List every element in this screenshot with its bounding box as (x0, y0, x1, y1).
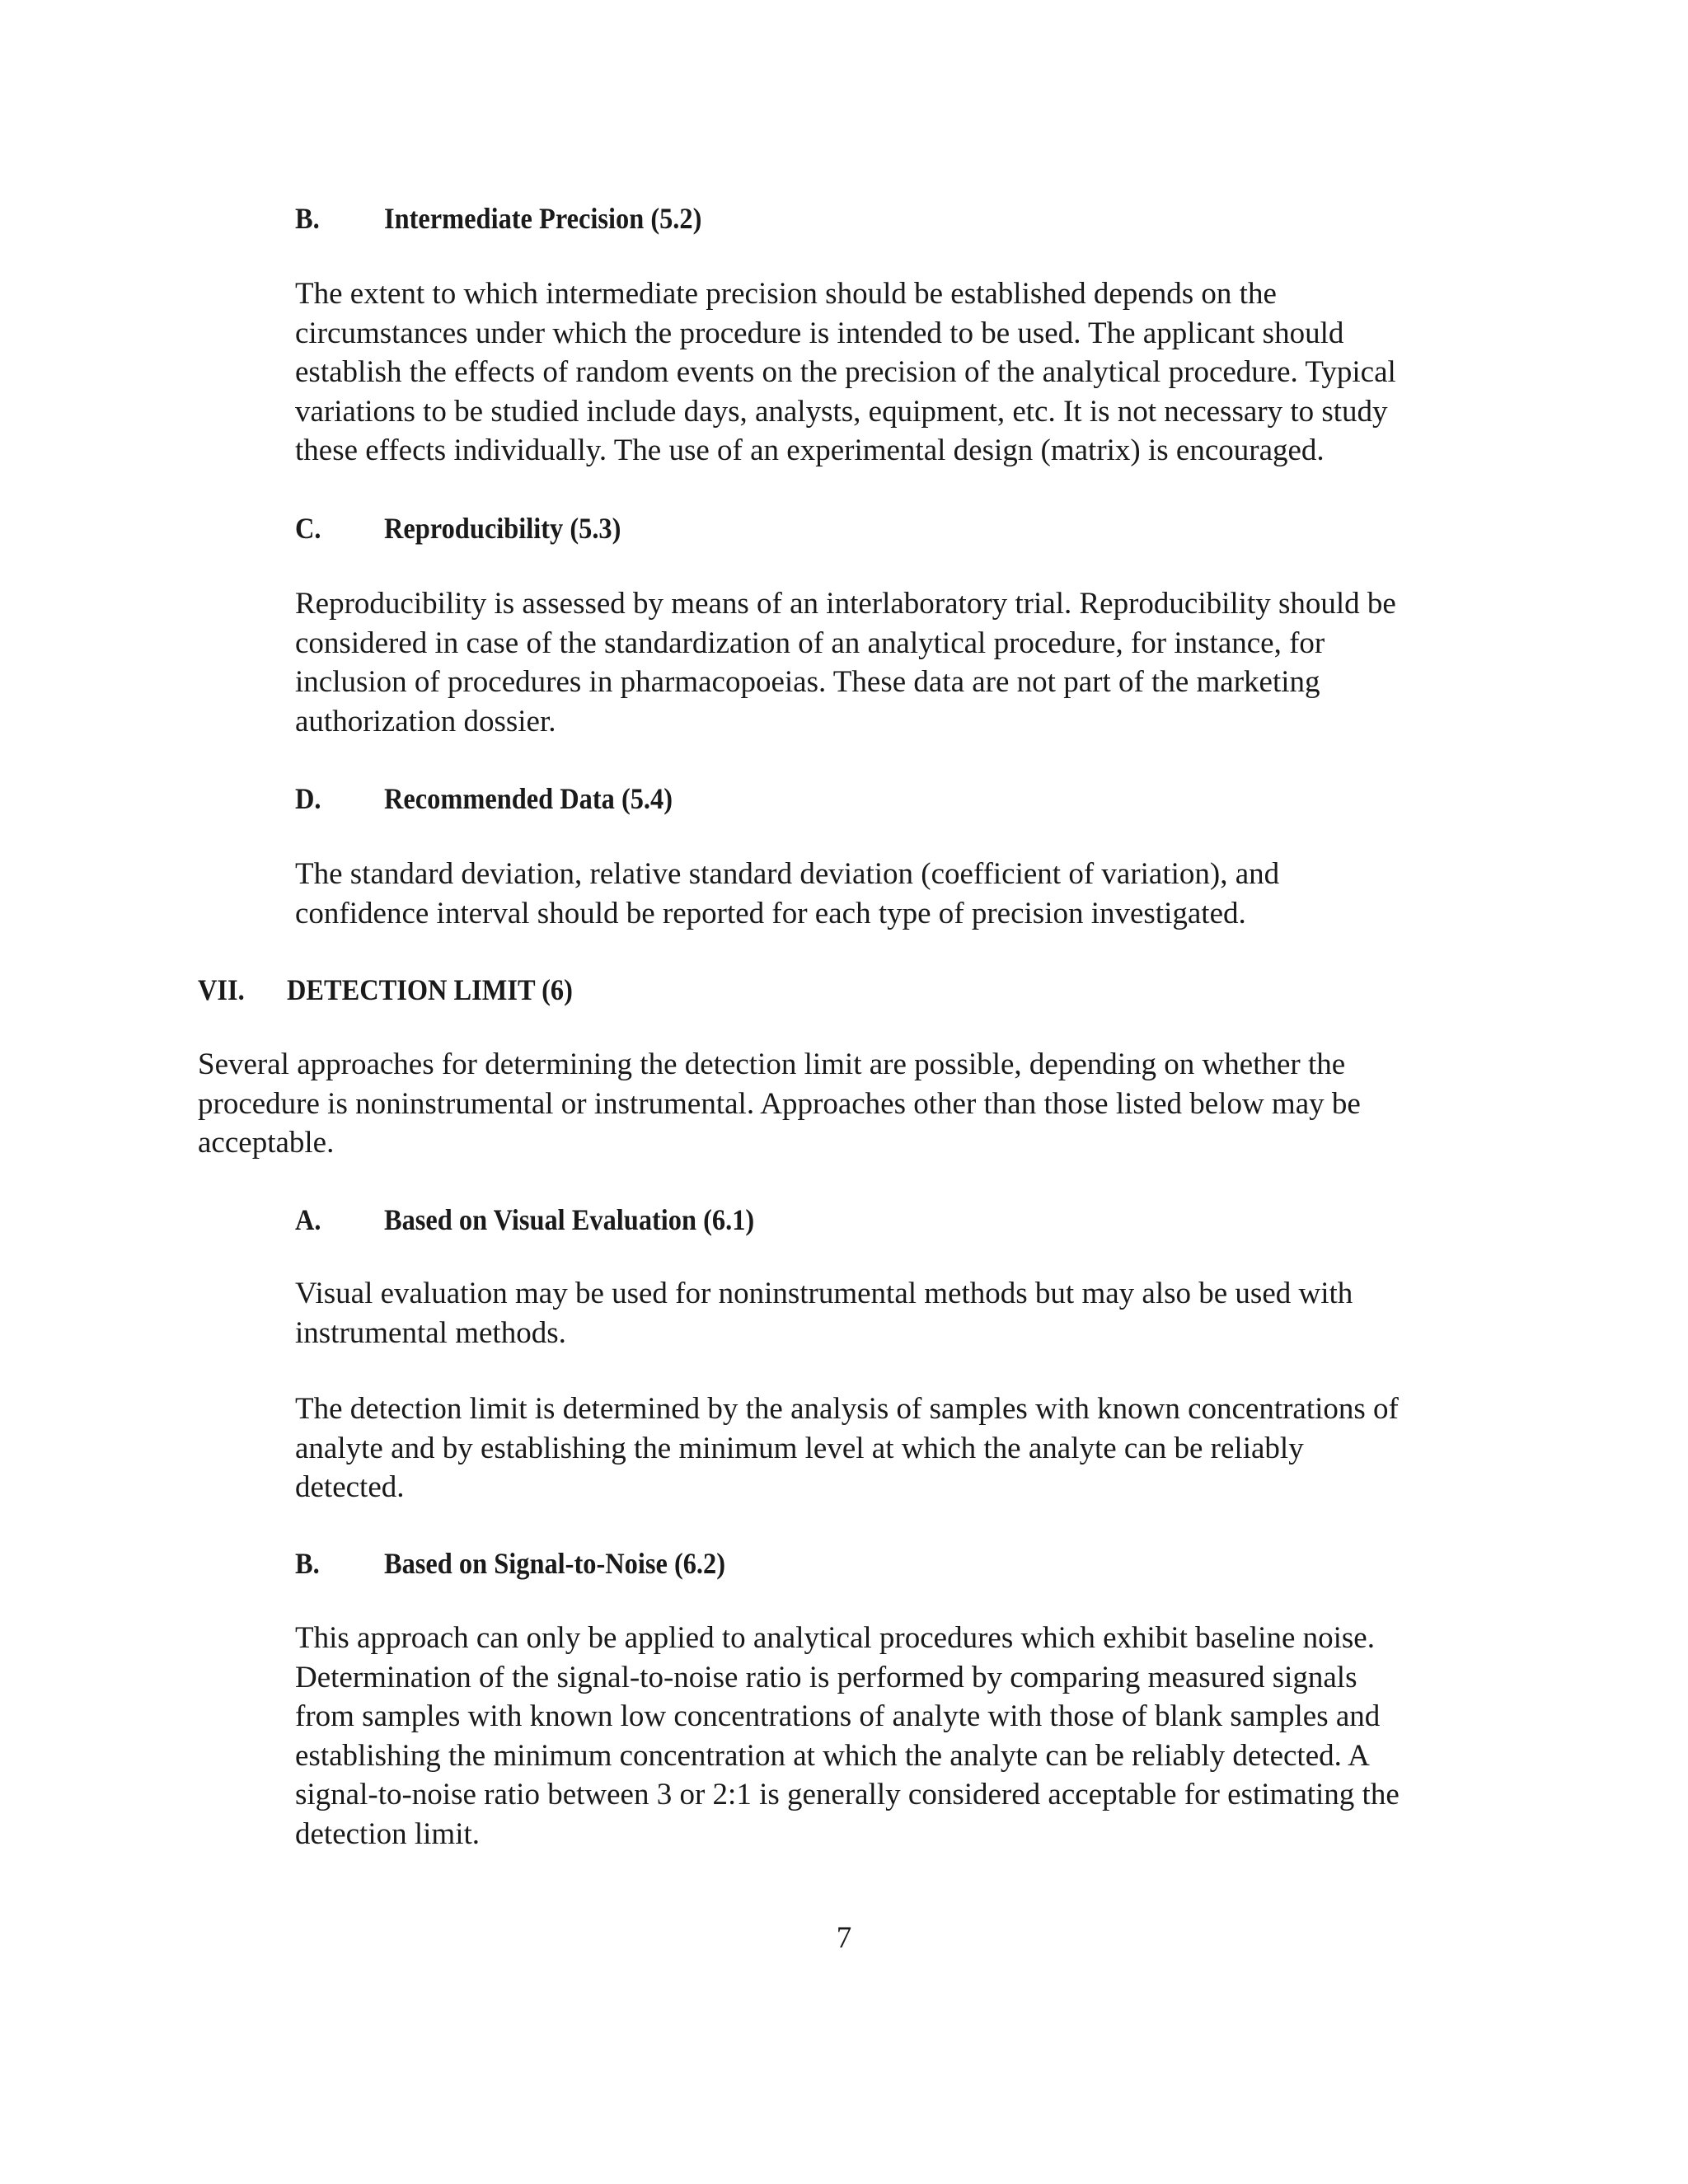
text-line: these effects individually. The use of an experimental design (matrix) is encouraged. (295, 434, 1325, 467)
text-line: inclusion of procedures in pharmacopoeias. These data are not part of the marketing (295, 665, 1320, 699)
text-line: circumstances under which the procedure is intended to be used. The applicant should (295, 316, 1344, 350)
text-line: confidence interval should be reported for each type of precision investigated. (295, 896, 1246, 930)
text-line: The detection limit is determined by the analysis of samples with known concentrations of (295, 1392, 1399, 1426)
text-line: detected. (295, 1470, 405, 1504)
section-number: B. (295, 1547, 320, 1580)
paragraph-signal-to-noise (295, 1619, 1400, 1854)
section-heading-reproducibility (295, 511, 621, 546)
paragraph-recommended-data (295, 855, 1279, 933)
section-title: Recommended Data (5.4) (384, 782, 673, 815)
text-line: considered in case of the standardization of an analytical procedure, for instance, for (295, 626, 1325, 660)
section-title: Based on Signal-to-Noise (6.2) (384, 1547, 726, 1580)
text-line: Several approaches for determining the detection limit are possible, depending on whether the (198, 1047, 1346, 1081)
text-line: establishing the minimum concentration at which the analyte can be reliably detected. A (295, 1738, 1370, 1773)
section-title: Intermediate Precision (5.2) (384, 202, 702, 235)
section-number: VII. (198, 973, 245, 1006)
paragraph-visual-evaluation-detail (295, 1390, 1399, 1507)
section-heading-detection-limit (198, 972, 573, 1007)
paragraph-visual-evaluation (295, 1274, 1353, 1352)
section-heading-intermediate-precision (295, 201, 701, 236)
text-line: procedure is noninstrumental or instrumental. Approaches other than those listed below may be (198, 1086, 1361, 1121)
paragraph-intermediate-precision (295, 274, 1396, 471)
text-line: establish the effects of random events on the precision of the analytical procedure. Typical (295, 355, 1396, 389)
section-heading-visual-evaluation (295, 1202, 754, 1237)
section-number: A. (295, 1203, 321, 1236)
section-title: DETECTION LIMIT (6) (287, 973, 573, 1006)
text-line: This approach can only be applied to analytical procedures which exhibit baseline noise. (295, 1621, 1375, 1655)
text-line: Reproducibility is assessed by means of an interlaboratory trial. Reproducibility should be (295, 587, 1396, 621)
text-line: analyte and by establishing the minimum level at which the analyte can be reliably (295, 1431, 1304, 1465)
text-line: detection limit. (295, 1816, 481, 1851)
section-title: Reproducibility (5.3) (384, 512, 621, 545)
text-line: variations to be studied include days, analysts, equipment, etc. It is not necessary to study (295, 394, 1388, 429)
page-number: 7 (836, 1921, 852, 1955)
text-line: instrumental methods. (295, 1315, 566, 1350)
text-line: The standard deviation, relative standard deviation (coefficient of variation), and (295, 857, 1280, 891)
section-title: Based on Visual Evaluation (6.1) (384, 1203, 755, 1236)
section-number: D. (295, 782, 321, 815)
text-line: Determination of the signal-to-noise ratio is performed by comparing measured signals (295, 1660, 1357, 1694)
section-heading-signal-to-noise (295, 1546, 725, 1581)
section-number: B. (295, 202, 320, 235)
text-line: from samples with known low concentrations of analyte with those of blank samples and (295, 1699, 1381, 1733)
section-number: C. (295, 512, 321, 545)
text-line: The extent to which intermediate precision should be established depends on the (295, 277, 1277, 311)
text-line: authorization dossier. (295, 704, 556, 738)
text-line: acceptable. (198, 1126, 335, 1160)
text-line: signal-to-noise ratio between 3 or 2:1 is generally considered acceptable for estimating the (295, 1778, 1400, 1811)
paragraph-detection-limit (198, 1045, 1361, 1163)
paragraph-reproducibility (295, 584, 1396, 741)
text-line: Visual evaluation may be used for noninstrumental methods but may also be used with (295, 1277, 1353, 1310)
section-heading-recommended-data (295, 781, 673, 816)
